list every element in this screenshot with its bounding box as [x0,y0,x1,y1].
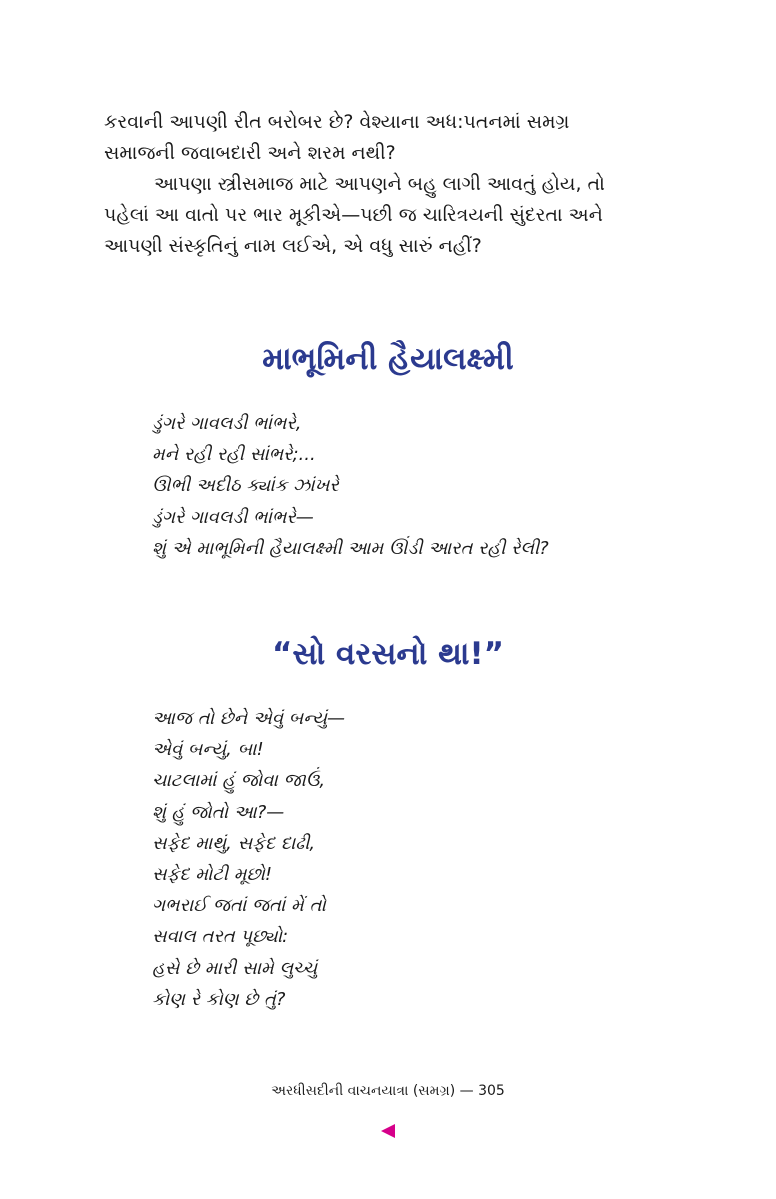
verse-line: સફેદ મોટી મૂછો! [152,863,273,885]
verse-line: ઊભી અદીઠ ક્યાંક ઝાંખરે [152,475,339,497]
verse-line: ચાટલામાં હું જોવા જાઉં, [152,770,326,792]
verse-line: ડુંગરે ગાવલડી ભાંભરે— [152,506,314,528]
verse-line: એવું બન્યું, બા! [152,739,264,761]
prose-block [104,107,680,262]
section-title-so-varas: “સો વરસનો થા!” [272,636,504,672]
page-footer: અરધીસદીની વાચનયાત્રા (સમગ્ર) — 305 [271,1083,505,1099]
verse-line: કોણ રે કોણ છે તું? [152,988,286,1010]
verse-line: ગભરાઈ જતાં જતાં મેં તો [152,895,326,917]
section-title-mabhumi: માભૂમિની હૈયાલક્ષ્મી [262,341,514,377]
poem-verse-so-varas [152,703,672,1015]
verse-line: શું એ માભૂમિની હૈયાલક્ષ્મી આમ ઊંડી આરત રહી રેલી? [152,537,549,559]
left-triangle-arrow-icon[interactable] [381,1124,395,1138]
verse-line: ડુંગરે ગાવલડી ભાંભરે, [152,413,302,434]
prose-line: આપણી સંસ્કૃતિનું નામ લઈએ, એ વધુ સારું નહીં? [104,235,482,257]
verse-line: મને રહી રહી સાંભરે;... [152,444,316,466]
prose-line: પહેલાં આ વાતો પર ભાર મૂકીએ—પછી જ ચારિત્રયની સુંદરતા અને [104,204,603,226]
prose-line: સમાજની જવાબદારી અને શરમ નથી? [104,142,396,164]
poem-verse-mabhumi [152,408,672,564]
verse-line: આજ તો છેને એવું બન્યું— [152,708,345,729]
prose-line: આપણા સ્ત્રીસમાજ માટે આપણને બહુ લાગી આવતું હોય, તો [154,173,605,195]
verse-line: સવાલ તરત પૂછ્યો: [152,926,289,948]
verse-line: શું હું જોતો આ?— [152,801,285,823]
prose-line: કરવાની આપણી રીત બરોબર છે? વેશ્યાના અધ:પતનમાં સમગ્ર [104,111,570,133]
verse-line: સફેદ માથું, સફેદ દાઢી, [152,832,316,854]
verse-line: હસે છે મારી સામે લુચ્ચું [152,957,318,979]
